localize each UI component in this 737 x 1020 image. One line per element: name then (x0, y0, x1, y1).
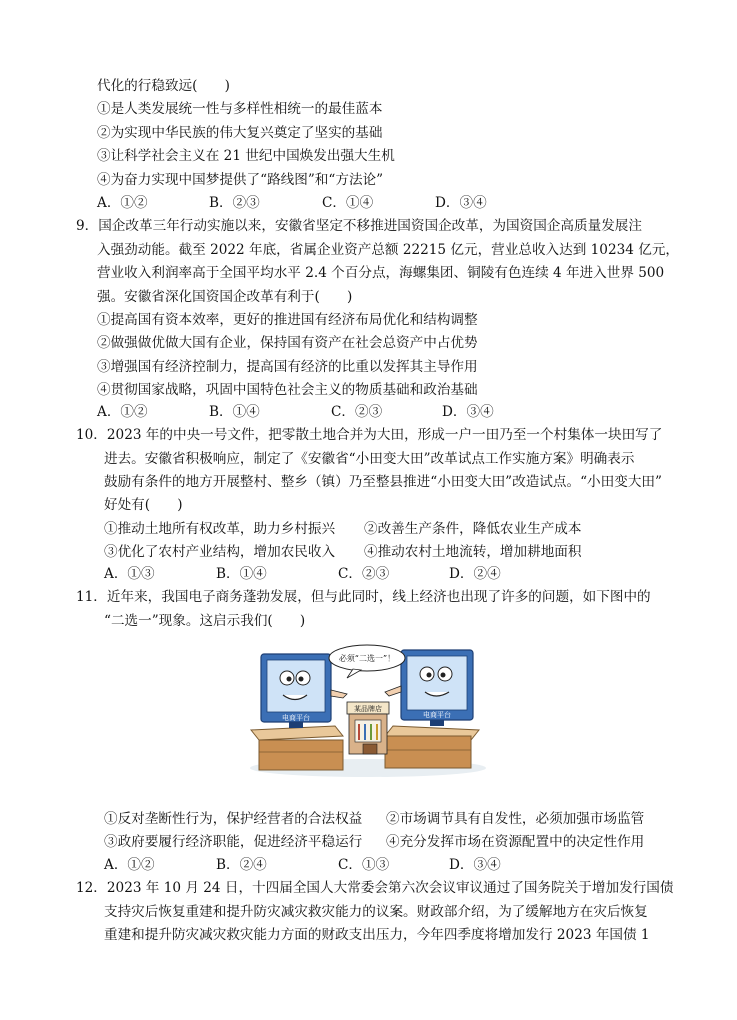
q8-option-c: C．①④ (322, 195, 374, 211)
q10-item-4: ④推动农村土地流转，增加耕地面积 (364, 544, 582, 560)
q8-option-b: B．②③ (209, 195, 260, 211)
q8-option-a: A．①② (97, 195, 148, 211)
q11-item-1: ①反对垄断性行为，保护经营者的合法权益 (104, 811, 363, 827)
q8-item-3: ③让科学社会主义在 21 世纪中国焕发出强大生机 (97, 148, 395, 164)
q12-stem-line-1: 12．2023 年 10 月 24 日，十四届全国人大常委会第六次会议审议通过了国务院关于增加发行国债 (76, 880, 674, 896)
q9-option-c: C．②③ (331, 404, 383, 420)
q9-option-a: A．①② (97, 404, 148, 420)
q8-option-d: D．③④ (435, 195, 487, 211)
q11-item-3: ③政府要履行经济职能，促进经济平稳运行 (104, 834, 363, 850)
q10-option-a: A．①③ (104, 566, 155, 582)
q9-stem-line-2: 入强劲动能。截至 2022 年底，省属企业资产总额 22215 亿元，营业总收入达到 10234 亿元， (97, 242, 680, 258)
q10-item-3: ③优化了农村产业结构，增加农民收入 (104, 544, 336, 560)
q11-option-d: D．③④ (449, 857, 501, 873)
q10-option-b: B．①④ (216, 566, 267, 582)
q8-item-4: ④为奋力实现中国梦提供了“路线图”和“方法论” (97, 172, 384, 188)
q8-item-2: ②为实现中华民族的伟大复兴奠定了坚实的基础 (97, 125, 383, 141)
q10-option-d: D．②④ (449, 566, 501, 582)
q10-item-1: ①推动土地所有权改革，助力乡村振兴 (104, 521, 336, 537)
q8-item-1: ①是人类发展统一性与多样性相统一的最佳蓝本 (97, 101, 383, 117)
speech-text: 必须“二选一”！ (338, 654, 396, 663)
q11-option-b: B．②④ (216, 857, 267, 873)
q11-item-4: ④充分发挥市场在资源配置中的决定性作用 (386, 834, 645, 850)
q11-stem-line-2: “二选一”现象。这启示我们( ) (104, 613, 306, 629)
left-desk (251, 726, 343, 770)
pointing-hands (331, 686, 401, 698)
q12-stem-line-3: 重建和提升防灾减灾救灾能力方面的财政支出压力，今年四季度将增加发行 2023 年国债 1 (104, 927, 650, 943)
right-desk (385, 726, 479, 768)
q11-option-c: C．①③ (338, 857, 390, 873)
q9-option-b: B．①④ (209, 404, 260, 420)
q9-item-2: ②做强做优做大国有企业，保持国有资产在社会总资产中占优势 (97, 335, 478, 351)
q10-option-c: C．②③ (338, 566, 390, 582)
right-screen-label: 电商平台 (423, 711, 451, 719)
shop-sign: 某品牌店 (354, 705, 382, 713)
q11-item-2: ②市场调节具有自发性，必须加强市场监管 (386, 811, 645, 827)
left-screen-label: 电商平台 (282, 714, 310, 722)
q9-item-3: ③增强国有经济控制力，提高国有经济的比重以发挥其主导作用 (97, 359, 478, 375)
q11-stem-line-1: 11．近年来，我国电子商务蓬勃发展，但与此同时，线上经济也出现了许多的问题，如下图中的 (76, 589, 651, 605)
q11-option-a: A．①② (104, 857, 155, 873)
q12-stem-line-2: 支持灾后恢复重建和提升防灾减灾救灾能力的议案。财政部介绍，为了缓解地方在灾后恢复 (104, 904, 648, 920)
q9-stem-line-4: 强。安徽省深化国资国企改革有利于( ) (97, 289, 353, 305)
q8-stem-tail: 代化的行稳致远( ) (97, 78, 230, 94)
q10-stem-line-3: 鼓励有条件的地方开展整村、整乡（镇）乃至整县推进“小田变大田”改造试点。“小田变大田” (104, 474, 662, 490)
q10-stem-line-4: 好处有( ) (104, 497, 183, 513)
q10-stem-line-1: 10．2023 年的中央一号文件，把零散土地合并为大田，形成一户一田乃至一个村集体一块田写了 (76, 427, 663, 443)
two-choose-one-cartoon (243, 640, 493, 780)
q9-item-4: ④贯彻国家战略，巩固中国特色社会主义的物质基础和政治基础 (97, 382, 478, 398)
q9-item-1: ①提高国有资本效率，更好的推进国有经济布局优化和结构调整 (97, 312, 478, 328)
q10-stem-line-2: 进去。安徽省积极响应，制定了《安徽省“小田变大田”改革试点工作实施方案》明确表示 (104, 451, 635, 467)
q9-option-d: D．③④ (442, 404, 494, 420)
q9-stem-line-3: 营业收入利润率高于全国平均水平 2.4 个百分点，海螺集团、铜陵有色连续 4 年进入世界 500 (97, 265, 665, 281)
q10-item-2: ②改善生产条件，降低农业生产成本 (364, 521, 582, 537)
q9-stem-line-1: 9．国企改革三年行动实施以来，安徽省坚定不移推进国资国企改革，为国资国企高质量发展注 (76, 218, 642, 234)
